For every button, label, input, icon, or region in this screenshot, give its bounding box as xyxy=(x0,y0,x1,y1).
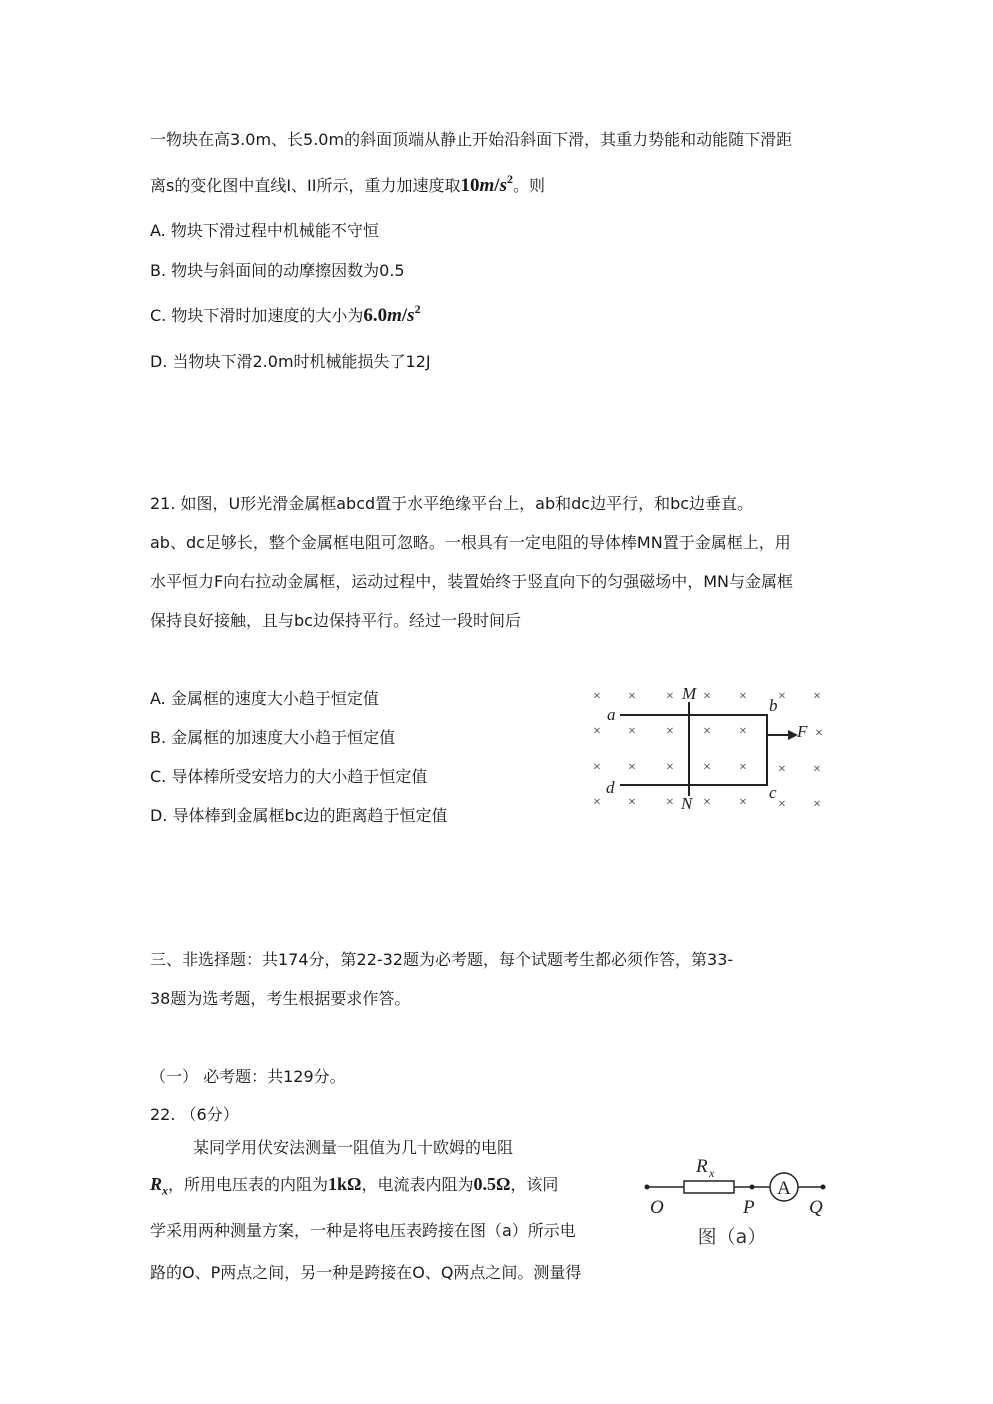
field-cross: × xyxy=(703,760,711,775)
q22-line2-b: ，电流表内阻为 xyxy=(361,1175,474,1194)
field-cross: × xyxy=(703,689,711,704)
label-b: b xyxy=(769,696,778,715)
field-cross: × xyxy=(628,724,636,739)
field-cross: × xyxy=(813,689,821,704)
q20-stem-line2-pre: 离s的变化图中直线I、II所示，重力加速度取 xyxy=(150,176,461,195)
field-cross: × xyxy=(666,724,674,739)
field-cross: × xyxy=(666,689,674,704)
field-cross: × xyxy=(815,726,823,741)
q20-stem-line1: 一物块在高3.0m、长5.0m的斜面顶端从静止开始沿斜面下滑，其重力势能和动能随下滑距 xyxy=(150,130,793,149)
field-cross: × xyxy=(593,760,601,775)
acceleration-formula: $6.0m/s^2$ xyxy=(363,302,421,326)
field-cross: × xyxy=(778,797,786,812)
section3-line1: 三、非选择题：共174分，第22-32题为必考题，每个试题考生都必须作答，第33- xyxy=(150,950,734,969)
q22-number: 22. （6分） xyxy=(150,1105,239,1124)
label-r: R xyxy=(696,1156,708,1177)
q21-option-a: A. 金属框的速度大小趋于恒定值 xyxy=(150,689,379,708)
q20-stem-line2 xyxy=(150,172,545,198)
q21-line4: 保持良好接触，且与bc边保持平行。经过一段时间后 xyxy=(150,611,521,630)
q21-option-d: D. 导体棒到金属框bc边的距离趋于恒定值 xyxy=(150,806,448,825)
label-m: M xyxy=(682,684,697,703)
q20-option-b: B. 物块与斜面间的动摩擦因数为0.5 xyxy=(150,261,405,280)
q20-option-c-text: C. 物块下滑时加速度的大小为 xyxy=(150,306,364,325)
label-q: Q xyxy=(809,1197,823,1218)
q21-line2: ab、dc足够长，整个金属框电阻可忽略。一根具有一定电阻的导体棒MN置于金属框上，用 xyxy=(150,533,791,552)
node-q xyxy=(821,1185,826,1190)
voltmeter-resistance: 1kΩ xyxy=(328,1174,362,1194)
field-cross: × xyxy=(739,724,747,739)
section3-line2: 38题为选考题，考生根据要求作答。 xyxy=(150,989,411,1008)
ammeter-resistance: 0.5Ω xyxy=(473,1174,511,1194)
figure-caption: 图（a） xyxy=(697,1226,767,1248)
field-cross: × xyxy=(666,760,674,775)
q22-line1: 某同学用伏安法测量一阻值为几十欧姆的电阻 xyxy=(193,1138,514,1157)
field-cross: × xyxy=(778,762,786,777)
node-p xyxy=(750,1185,755,1190)
metal-frame-figure xyxy=(585,680,835,815)
q20-stem-line2-post: 。则 xyxy=(512,176,545,195)
label-r-sub: x xyxy=(709,1166,715,1180)
ammeter-label: A xyxy=(777,1178,791,1199)
q20-option-c xyxy=(150,302,421,328)
field-cross: × xyxy=(813,797,821,812)
field-cross: × xyxy=(628,689,636,704)
field-cross: × xyxy=(593,795,601,810)
q22-line4: 路的O、P两点之间，另一种是跨接在O、Q两点之间。测量得 xyxy=(150,1263,582,1282)
q22-line2 xyxy=(150,1174,558,1198)
field-cross: × xyxy=(703,724,711,739)
field-cross: × xyxy=(739,795,747,810)
rx-symbol: $R_x$ xyxy=(150,1174,169,1198)
resistor-rx xyxy=(684,1181,734,1193)
label-a: a xyxy=(607,705,616,724)
field-cross: × xyxy=(739,689,747,704)
label-d: d xyxy=(606,778,615,797)
section3-subheading: （一） 必考题：共129分。 xyxy=(150,1067,346,1086)
q22-line3: 学采用两种测量方案，一种是将电压表跨接在图（a）所示电 xyxy=(150,1221,576,1240)
q21-option-c: C. 导体棒所受安培力的大小趋于恒定值 xyxy=(150,767,428,786)
q22-line2-c: ，该同 xyxy=(510,1175,559,1194)
label-o: O xyxy=(650,1197,664,1218)
field-cross: × xyxy=(813,762,821,777)
q21-line3: 水平恒力F向右拉动金属框，运动过程中，装置始终于竖直向下的匀强磁场中，MN与金属框 xyxy=(150,572,793,591)
q20-option-a: A. 物块下滑过程中机械能不守恒 xyxy=(150,221,379,240)
field-cross: × xyxy=(593,689,601,704)
field-cross: × xyxy=(593,724,601,739)
label-f: F xyxy=(797,722,808,741)
gravity-formula: $10m/s^2$ xyxy=(460,172,513,196)
q22-line2-a: ，所用电压表的内阻为 xyxy=(168,1175,329,1194)
q21-option-b: B. 金属框的加速度大小趋于恒定值 xyxy=(150,728,396,747)
q21-line1: 21. 如图，U形光滑金属框abcd置于水平绝缘平台上，ab和dc边平行，和bc边垂直。 xyxy=(150,494,754,513)
circuit-figure-a xyxy=(640,1150,835,1250)
field-cross: × xyxy=(628,795,636,810)
field-cross: × xyxy=(703,795,711,810)
field-cross: × xyxy=(778,689,786,704)
label-c: c xyxy=(769,783,777,802)
label-n: N xyxy=(681,794,693,813)
label-p: P xyxy=(743,1197,755,1218)
field-cross: × xyxy=(628,760,636,775)
field-cross: × xyxy=(666,795,674,810)
field-cross: × xyxy=(739,760,747,775)
node-o xyxy=(645,1185,650,1190)
q20-option-d: D. 当物块下滑2.0m时机械能损失了12J xyxy=(150,352,431,371)
